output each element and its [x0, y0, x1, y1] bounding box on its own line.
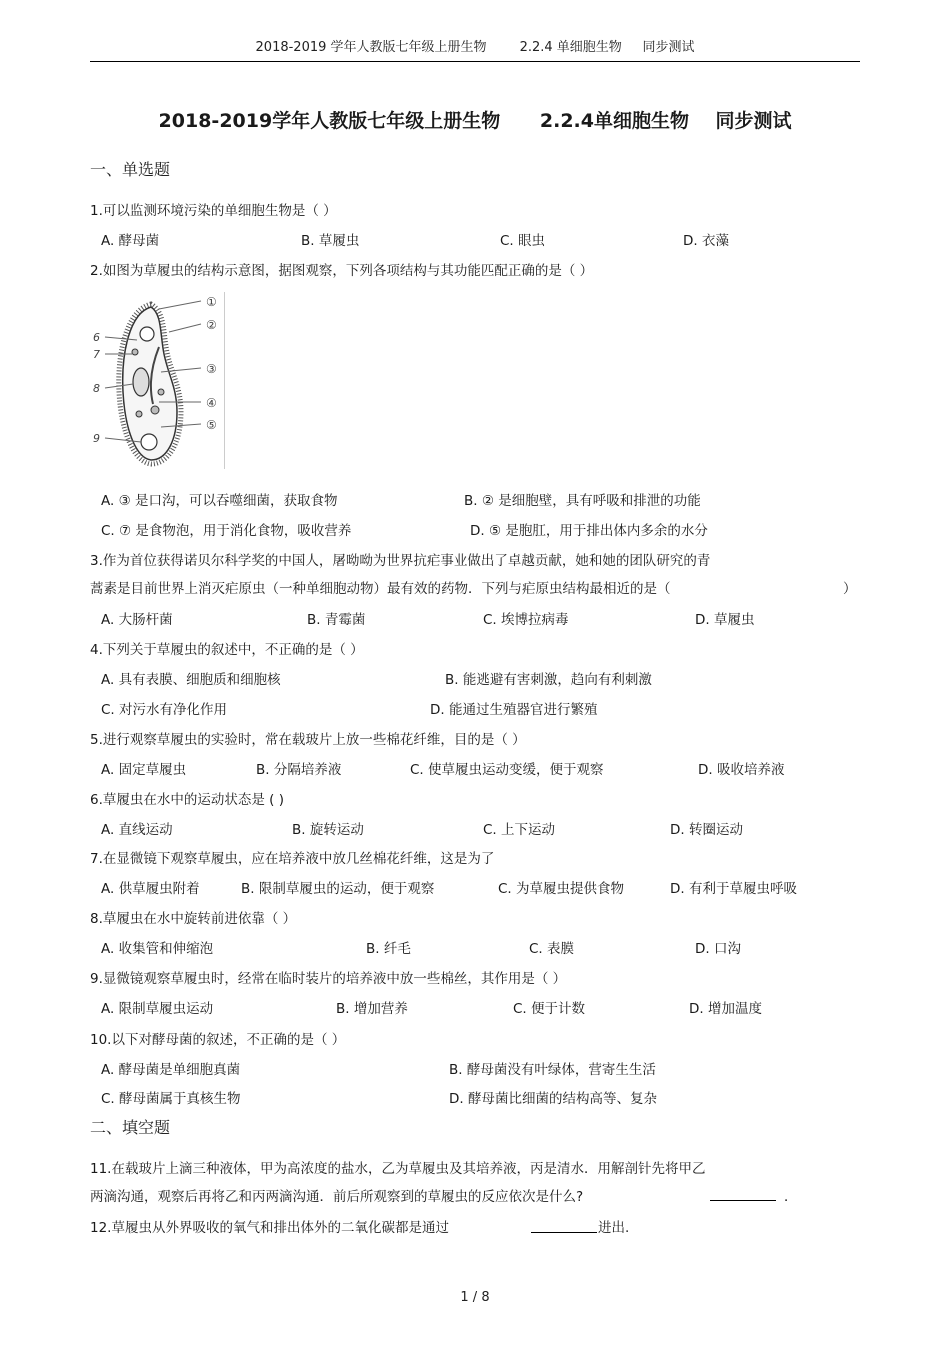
label-4: ④: [206, 396, 217, 410]
section-single-choice: 一、单选题: [90, 160, 171, 179]
q8-stem: 8.草履虫在水中旋转前进依靠（ ）: [90, 911, 297, 927]
label-3: ③: [206, 362, 217, 376]
q2-stem: 2.如图为草履虫的结构示意图，据图观察，下列各项结构与其功能匹配正确的是（ ）: [90, 263, 594, 279]
label-6: 6: [93, 331, 100, 344]
q6-option-d: D. 转圈运动: [670, 822, 743, 838]
label-2: ②: [206, 318, 217, 332]
q11-answer-blank[interactable]: [710, 1186, 776, 1201]
q5-option-b: B. 分隔培养液: [256, 762, 342, 778]
q10-option-d: D. 酵母菌比细菌的结构高等、复杂: [449, 1091, 657, 1107]
q6-option-a: A. 直线运动: [101, 822, 173, 838]
q7-option-c: C. 为草履虫提供食物: [498, 881, 625, 897]
q7-option-a: A. 供草履虫附着: [101, 881, 200, 897]
q11-stem-line2: 两滴沟通，观察后再将乙和丙两滴沟通．前后所观察到的草履虫的反应依次是什么?: [90, 1189, 584, 1205]
label-7: 7: [93, 348, 100, 361]
q7-option-b: B. 限制草履虫的运动，便于观察: [241, 881, 435, 897]
q1-option-b: B. 草履虫: [301, 233, 360, 249]
q10-option-b: B. 酵母菌没有叶绿体，营寄生生活: [449, 1062, 656, 1078]
q12-answer-blank[interactable]: [531, 1217, 597, 1233]
label-9: 9: [93, 432, 100, 445]
q6-option-b: B. 旋转运动: [292, 822, 364, 838]
q7-stem: 7.在显微镜下观察草履虫，应在培养液中放几丝棉花纤维，这是为了: [90, 851, 495, 867]
q9-option-b: B. 增加营养: [336, 1001, 408, 1017]
header-rule: [90, 61, 860, 62]
q4-option-b: B. 能逃避有害刺激，趋向有利刺激: [445, 672, 652, 688]
q1-option-a: A. 酵母菌: [101, 233, 160, 249]
q2-option-b: B. ② 是细胞壁，具有呼吸和排泄的功能: [464, 493, 701, 509]
label-5: ⑤: [206, 418, 217, 432]
paramecium-diagram-svg: [89, 292, 224, 469]
q5-stem: 5.进行观察草履虫的实验时，常在载玻片上放一些棉花纤维，目的是（ ）: [90, 732, 526, 748]
q11-stem-line1: 11.在载玻片上滴三种液体，甲为高浓度的盐水，乙为草履虫及其培养液，丙是清水．用解剖针先将甲乙: [90, 1161, 706, 1177]
page-header: 2018-2019 学年人教版七年级上册生物 2.2.4 单细胞生物 同步测试: [255, 40, 695, 55]
q8-option-b: B. 纤毛: [366, 941, 411, 957]
q10-option-c: C. 酵母菌属于真核生物: [101, 1091, 241, 1107]
paramecium-diagram: [89, 292, 225, 469]
q9-option-c: C. 便于计数: [513, 1001, 586, 1017]
q1-stem: 1.可以监测环境污染的单细胞生物是（ ）: [90, 203, 337, 219]
q12-end: 进出.: [598, 1220, 630, 1236]
q3-option-b: B. 青霉菌: [307, 612, 366, 628]
q5-option-d: D. 吸收培养液: [698, 762, 785, 778]
q9-option-a: A. 限制草履虫运动: [101, 1001, 214, 1017]
q1-option-d: D. 衣藻: [683, 233, 729, 249]
q8-option-a: A. 收集管和伸缩泡: [101, 941, 214, 957]
section-fill-blank: 二、填空题: [90, 1118, 171, 1137]
label-8: 8: [93, 382, 100, 395]
q4-option-a: A. 具有表膜、细胞质和细胞核: [101, 672, 281, 688]
q3-option-c: C. 埃博拉病毒: [483, 612, 569, 628]
q8-option-d: D. 口沟: [695, 941, 741, 957]
label-1: ①: [206, 295, 217, 309]
q3-stem-line1: 3.作为首位获得诺贝尔科学奖的中国人，屠呦呦为世界抗疟事业做出了卓越贡献，她和她的团队研究的青: [90, 553, 711, 569]
q12-stem: 12.草履虫从外界吸收的氧气和排出体外的二氧化碳都是通过: [90, 1220, 449, 1236]
q8-option-c: C. 表膜: [529, 941, 575, 957]
q10-option-a: A. 酵母菌是单细胞真菌: [101, 1062, 241, 1078]
q4-option-c: C. 对污水有净化作用: [101, 702, 228, 718]
q7-option-d: D. 有利于草履虫呼吸: [670, 881, 797, 897]
q3-stem-close: ）: [843, 581, 857, 597]
q9-option-d: D. 增加温度: [689, 1001, 762, 1017]
q4-option-d: D. 能通过生殖器官进行繁殖: [430, 702, 598, 718]
page-number: 1 / 8: [460, 1290, 490, 1305]
document-title: 2018-2019学年人教版七年级上册生物 2.2.4单细胞生物 同步测试: [158, 110, 792, 132]
q3-stem-line2: 蒿素是目前世界上消灭疟原虫（一种单细胞动物）最有效的药物．下列与疟原虫结构最相近的是（: [90, 581, 671, 597]
q5-option-c: C. 使草履虫运动变缓，便于观察: [410, 762, 604, 778]
q2-option-a: A. ③ 是口沟，可以吞噬细菌，获取食物: [101, 493, 338, 509]
q6-stem: 6.草履虫在水中的运动状态是 ( ): [90, 792, 284, 808]
q5-option-a: A. 固定草履虫: [101, 762, 187, 778]
q2-option-d: D. ⑤ 是胞肛，用于排出体内多余的水分: [470, 523, 708, 539]
q3-option-a: A. 大肠杆菌: [101, 612, 173, 628]
q1-option-c: C. 眼虫: [500, 233, 546, 249]
q3-option-d: D. 草履虫: [695, 612, 755, 628]
q4-stem: 4.下列关于草履虫的叙述中，不正确的是（ ）: [90, 642, 364, 658]
q6-option-c: C. 上下运动: [483, 822, 556, 838]
q11-end: ．: [784, 1189, 798, 1205]
q10-stem: 10.以下对酵母菌的叙述，不正确的是（ ）: [90, 1032, 346, 1048]
q2-option-c: C. ⑦ 是食物泡，用于消化食物，吸收营养: [101, 523, 352, 539]
q9-stem: 9.显微镜观察草履虫时，经常在临时装片的培养液中放一些棉丝，其作用是（ ）: [90, 971, 567, 987]
